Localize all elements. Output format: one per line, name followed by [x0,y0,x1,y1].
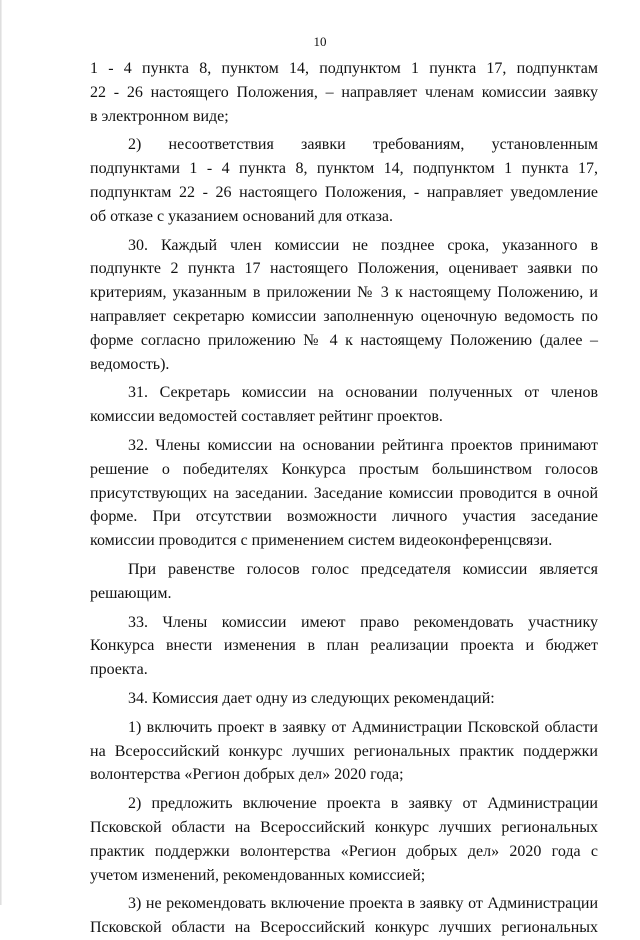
text-line: 30. Каждый член комиссии не позднее срока, указанного в [128,236,598,254]
text-line: Псковской области на Всероссийский конкурс лучших региональных [90,919,598,937]
scan-edge [0,0,2,905]
text-line: подпунктам 22 - 26 настоящего Положения, - направляет уведомление [90,183,598,201]
text-line: комиссии ведомостей составляет рейтинг проектов. [90,408,443,426]
text-line: 1) включить проект в заявку от Администрации Псковской области [128,718,598,736]
text-line: 33. Члены комиссии имеют право рекомендовать участнику [128,613,598,631]
text-line: Псковской области на Всероссийский конкурс лучших региональных [90,818,598,836]
text-line: об отказе с указанием оснований для отказа. [90,207,393,225]
text-line: 22 - 26 настоящего Положения, – направляет членам комиссии заявку [90,83,598,101]
page-number: 10 [313,34,327,49]
text-line: 2) предложить включение проекта в заявку от Администрации [128,795,598,813]
text-line: комиссии проводится с применением систем видеоконференцсвязи. [90,532,553,550]
text-line: направляет секретарю комиссии заполненную оценочную ведомость по [90,307,598,325]
text-line: форме согласно приложению № 4 к настоящему Положению (далее – [90,331,598,349]
text-line: решение о победителях Конкурса простым большинством голосов [90,460,598,478]
text-line: 3) не рекомендовать включение проекта в заявку от Администрации [128,895,598,913]
text-line: форме. При отсутствии возможности личного участия заседание [90,508,598,526]
text-line: волонтерства «Регион добрых дел» 2020 года; [90,766,404,784]
text-line: 31. Секретарь комиссии на основании полученных от членов [128,384,598,402]
text-line: на Всероссийский конкурс лучших региональных практик поддержки [90,742,598,760]
text-line: решающим. [90,584,172,602]
text-line: подпунктами 1 - 4 пункта 8, пунктом 14, подпунктом 1 пункта 17, [90,160,598,178]
text-line: 1 - 4 пункта 8, пунктом 14, подпунктом 1 пункта 17, подпунктам [90,60,598,77]
document-body [90,57,598,940]
text-line: критериям, указанным в приложении № 3 к настоящему Положению, и [90,284,598,302]
text-line: Конкурса внести изменения в план реализации проекта и бюджет [90,637,598,655]
text-line: 2) несоответствия заявки требованиям, установленным [128,136,598,154]
text-line: 34. Комиссия дает одну из следующих рекомендаций: [128,689,495,707]
text-line: практик поддержки волонтерства «Регион добрых дел» 2020 года с [90,842,598,860]
text-line: ведомость). [90,355,170,373]
text-line: проекта. [90,661,148,679]
text-line: подпункте 2 пункта 17 настоящего Положения, оценивает заявки по [90,260,598,278]
text-line: учетом изменений, рекомендованных комиссией; [90,866,426,884]
text-line: присутствующих на заседании. Заседание комиссии проводится в очной [90,484,598,502]
text-line: При равенстве голосов голос председателя комиссии является [128,560,598,578]
text-line: 32. Члены комиссии на основании рейтинга проектов принимают [128,436,598,454]
text-line: в электронном виде; [90,107,229,125]
